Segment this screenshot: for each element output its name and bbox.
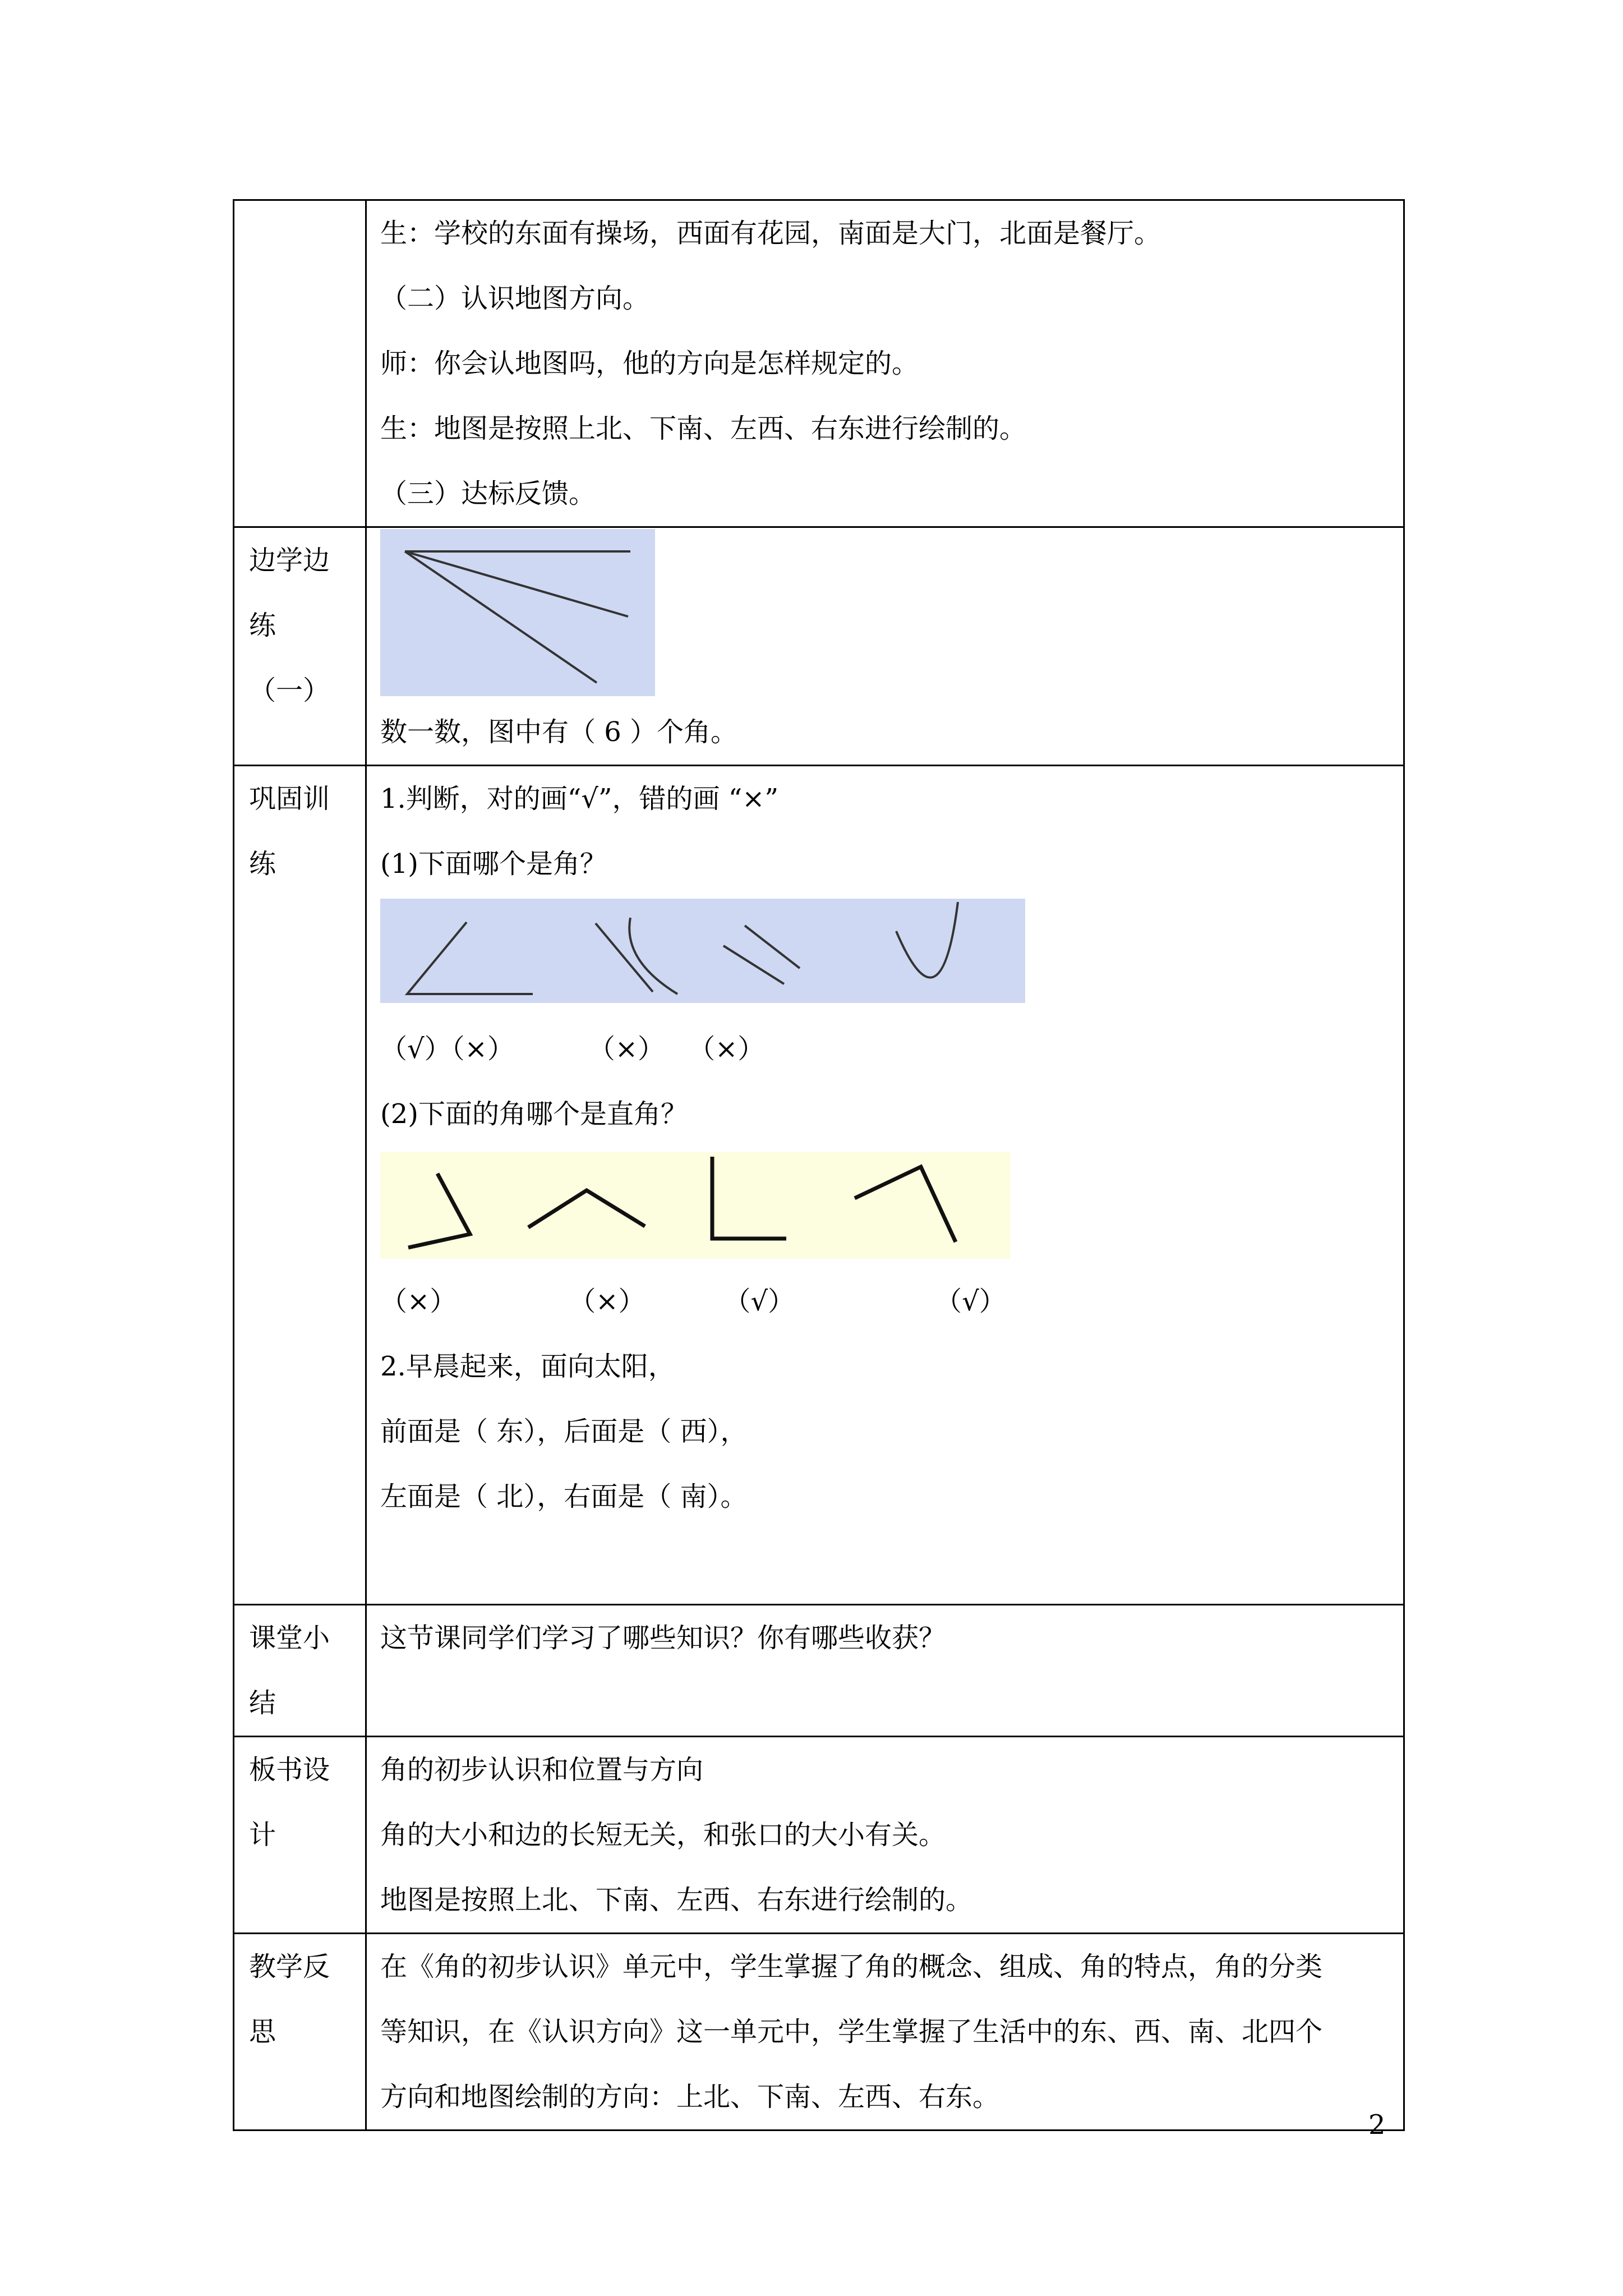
right-angle-figure [380,1147,1403,1269]
reflection-line-1: 在《角的初步认识》单元中，学生掌握了角的概念、组成、角的特点，角的分类 [380,1951,1323,1982]
q1b-answer-2: （×） [569,1286,645,1317]
q1b-answer-4: （√） [935,1286,1006,1317]
row-reflection-label [234,1934,366,2131]
row-summary-label [234,1605,366,1737]
angle-candidates-diagram [380,899,1025,1003]
practice-label-line-3: （一） [249,675,330,706]
board-line-3: 地图是按照上北、下南、左西、右东进行绘制的。 [380,1884,973,1916]
q1a-answer-3: （×） [588,1033,665,1065]
row-practice-label [234,527,366,766]
q1a-answer-4: （×） [688,1033,765,1065]
row-board [234,1737,1404,1934]
row-consolidate-content [366,766,1404,1605]
board-label-line-2: 计 [249,1819,276,1851]
board-line-1: 角的初步认识和位置与方向 [380,1754,704,1786]
q1b-answers-row [380,1269,1403,1334]
row-intro-content [366,200,1404,527]
row-summary-content [366,1605,1404,1737]
intro-line-2: （二）认识地图方向。 [380,283,650,314]
q2-answer-line-1: 前面是（ 东），后面是（ 西）， [380,1416,748,1447]
q1b-answer-3: （√） [723,1286,795,1317]
reflection-line-2: 等知识，在《认识方向》这一单元中，学生掌握了生活中的东、西、南、北四个 [380,2016,1323,2047]
row-intro [234,200,1404,527]
consolidate-label-line-2: 练 [249,848,276,880]
lesson-plan-table [233,199,1405,2131]
row-reflection-content [366,1934,1404,2131]
reflection-label-line-1: 教学反 [249,1951,330,1982]
page-number: 2 [1368,2109,1386,2141]
practice-question: 数一数，图中有（ 6 ）个角。 [380,716,738,748]
reflection-line-3: 方向和地图绘制的方向：上北、下南、左西、右东。 [380,2081,1000,2113]
q1b-answer-1: （×） [380,1286,457,1317]
board-label-line-1: 板书设 [249,1754,330,1786]
row-board-content [366,1737,1404,1934]
figure-background [380,899,1025,1003]
q1-instruction: 1.判断，对的画“√”，错的画 “×” [380,783,779,815]
board-line-2: 角的大小和边的长短无关，和张口的大小有关。 [380,1819,946,1851]
q1a-question: (1)下面哪个是角？ [380,848,607,880]
q2-prompt: 2.早晨起来，面向太阳， [380,1351,675,1382]
q1a-answer-2: （×） [451,1033,514,1065]
practice-label-line-1: 边学边 [249,545,330,576]
row-consolidate-label [234,766,366,1605]
row-practice [234,527,1404,766]
row-reflection [234,1934,1404,2131]
reflection-label-line-2: 思 [249,2016,276,2047]
row-practice-content [366,527,1404,766]
q1a-answer-1: （√） [380,1033,451,1065]
consolidate-label-line-1: 巩固训 [249,783,330,815]
summary-label-line-2: 结 [249,1687,276,1719]
intro-line-5: （三）达标反馈。 [380,478,596,509]
row-consolidate [234,766,1404,1605]
q1a-answers-row [380,1016,1403,1082]
row-board-label [234,1737,366,1934]
row-summary [234,1605,1404,1737]
practice-label-line-2: 练 [249,610,276,641]
summary-label-line-1: 课堂小 [249,1622,330,1654]
right-angle-candidates-diagram [380,1152,1011,1259]
intro-line-1: 生：学校的东面有操场，西面有花园，南面是大门，北面是餐厅。 [380,218,1161,249]
intro-line-3: 师：你会认地图吗，他的方向是怎样规定的。 [380,348,919,379]
q2-answer-line-2: 左面是（ 北），右面是（ 南）。 [380,1481,748,1512]
three-rays-diagram [380,529,655,696]
angle-count-figure [380,528,1403,700]
q1b-question: (2)下面的角哪个是直角？ [380,1098,688,1130]
intro-line-4: 生：地图是按照上北、下南、左西、右东进行绘制的。 [380,413,1027,444]
summary-text: 这节课同学们学习了哪些知识？你有哪些收获？ [380,1622,946,1654]
row-intro-label [234,200,366,527]
is-angle-figure [380,896,1403,1016]
